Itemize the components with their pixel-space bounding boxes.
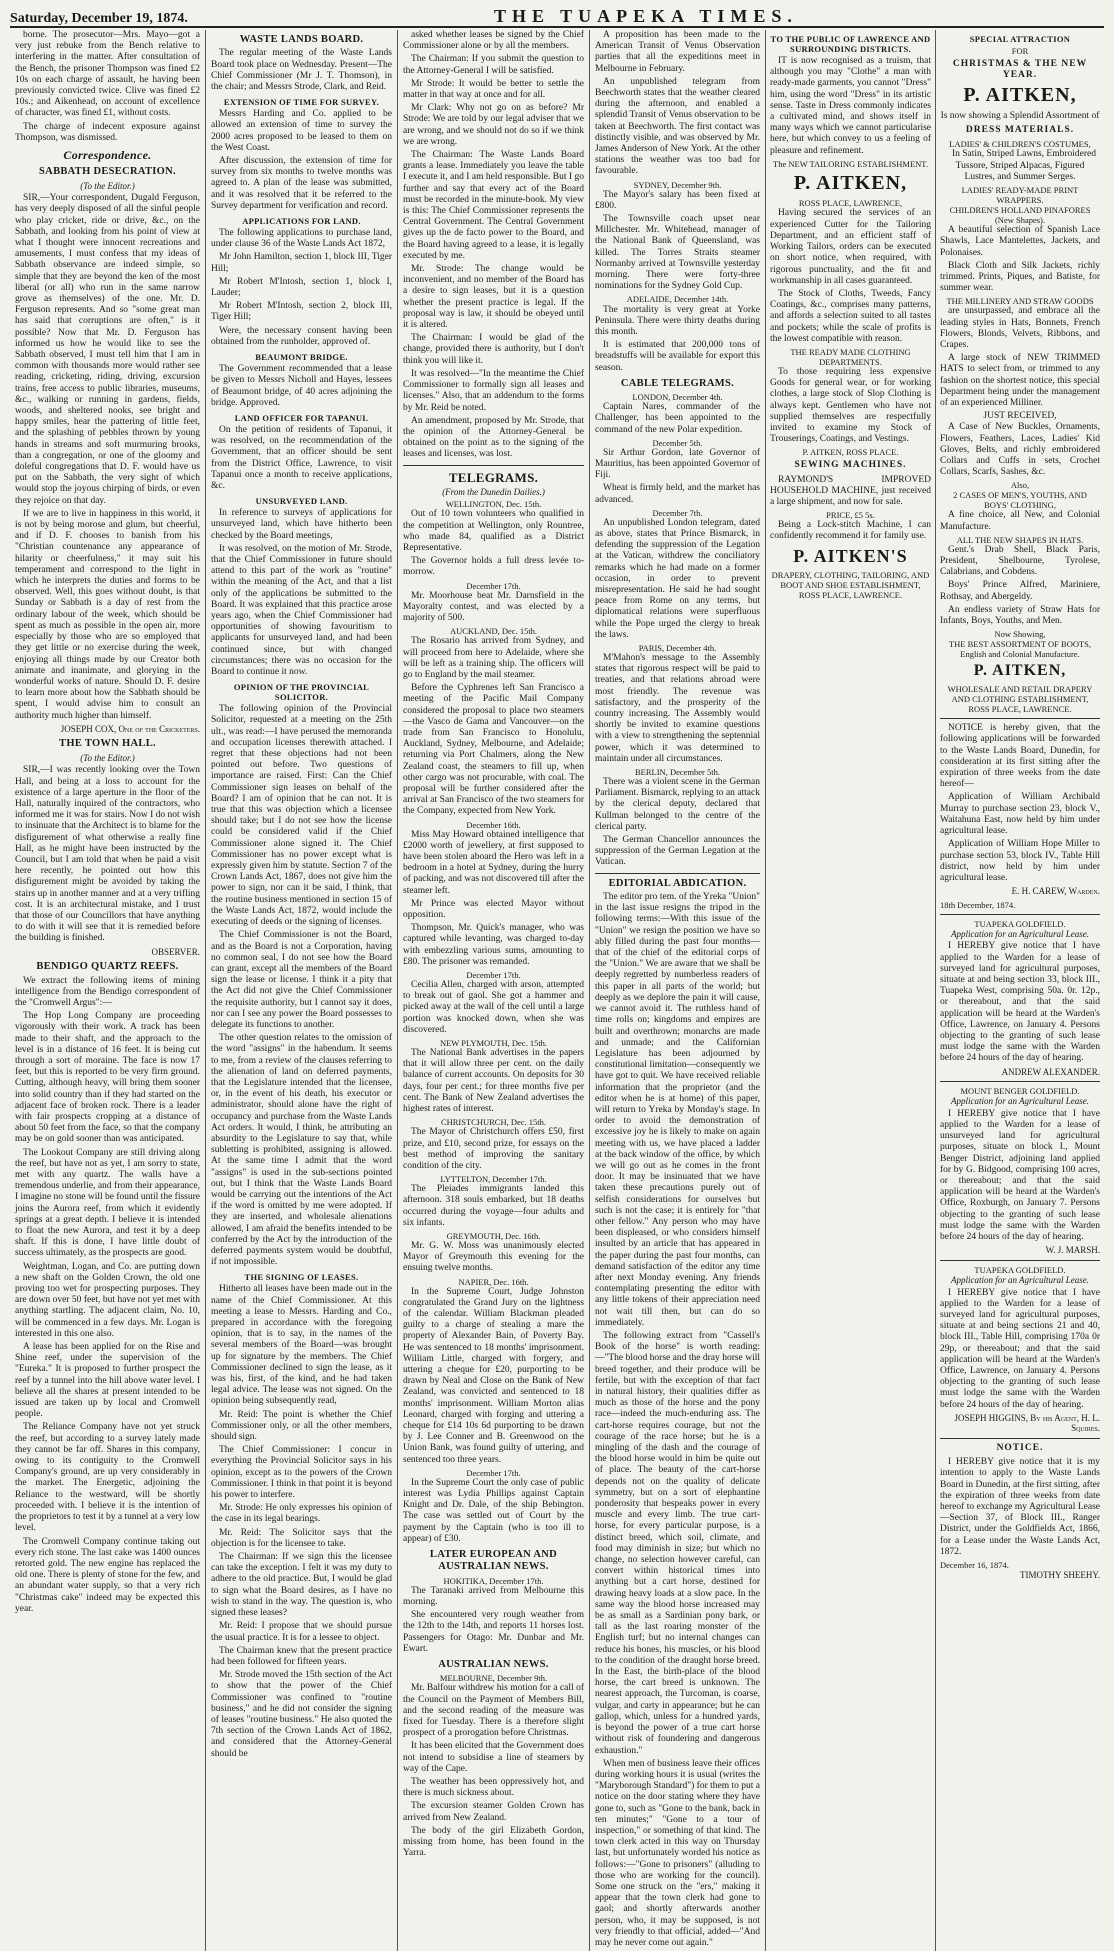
- article-subheading: (From the Dunedin Dailies.): [442, 486, 545, 497]
- article-text: It is estimated that 200,000 tons of breadstuffs will be available for export this season.: [595, 340, 760, 373]
- dateline: ADELAIDE, December 14th.: [626, 294, 729, 305]
- article-text: SIR,—I was recently looking over the Town Hall, and being at a loss to account for the existence of a large aperture in the floor of the Hall, naturally inquired of the contractors, who informed me it was for stairs. Now I do not wish to insinuate that the Architect is to blame for the disfigurement of what otherwise a really fine Hall, as he might have been instructed by the Council, but I am told that when he paid a visit here recently, he pointed out how this disfigurement might be avoided by taking the stairs up in another manner and at a very trifling cost. It is an architectural mistake, and I trust that those of our Councillors that have anything to do with it will see that it is remedied before the building is finished.: [15, 765, 200, 944]
- article-text: Mr Strode: It would be better to settle the matter in that way at once and for all.: [403, 78, 584, 101]
- article-text: The Chairman: If we sign this the licensee can take the exception. I felt it was my duty to adhere to the old practice. But, I would be glad to sign what the Board desires, as I have no wish to stand in the way. The question is, who signed these leases?: [211, 1552, 392, 1619]
- ad-text: Black Cloth and Silk Jackets, richly trimmed. Prints, Piques, and Batiste, for summer wear.: [940, 260, 1100, 294]
- notice-heading: MOUNT BENGER GOLDFIELD.: [960, 1086, 1080, 1097]
- article-text: The following extract from "Cassell's Book of the horse" is worth reading:—"The blood horse and the dray horse will breed together, and their produce will be fertile, but with the exception of that fact in natural history, their qualities differ as much as those of the horse and the pony race—indeed the much-enduring ass. The cart-horse requires courage, but not the courage of the race horse; but he is a mingling of the dash and the courage of the blood horse would in him be quite out of place. The beauty of the cart-horse depends not on the quality of delicate symmetry, but on a sort of elephantine ponderosity that bespeaks power in every muscle and every limb. The true cart-horse, for every particular purpose, is a distinct breed, which soil, climate, and food may diminish in size; but which no change, no selection however careful, can convert within historical times into anything but a cart horse, destined for drawing heavy loads at a slow pace. In the same way the blood horse increased may be as small as a Sardinian pony bark, or tall as the last roaring monster of the English turf; but no internal changes can reduce his bones, his muscles, or his blood to the condition of the draught horse breed. In the East, the birth-place of the blood horse, the cart breed is unknown. The nearest approach, the Turcoman, is coarse, vulgar, and carty in appearance; but he can gallop, which, unless for a hundred yards, is beyond the power of a true cart horse without risk of foundering and dangerous exhaustion.": [595, 1330, 760, 1756]
- article-text: The German Chancellor announces the suppression of the German Legation at the Vatican.: [595, 835, 760, 868]
- article-heading: TELEGRAMS.: [448, 469, 539, 485]
- ad-text: Being a Lock-stitch Machine, I can confidently recommend it for family use.: [770, 520, 931, 542]
- article-text: The other question relates to the omission of the word "assigns" in the habendum. It seems to me, from a review of the clauses referring to the alienation of land on deferred payments, that the Legislature intended that the licensee, or, in the event of his death, his executor or administrator, should alone have the right of occupancy and purchase from the Waste Lands Act orders. It would, I think, be attributing an absurdity to the Legislature to say that, while subletting is prohibited, assigning is allowed. At the same time I admit that the word "assigns" is used in the sub-sections pointed out, but I think that the Waste Lands Board would be carrying out the intentions of the Act if the word is omitted by me were adopted. If they are inserted, and wholesale alienations allowed, I am afraid the benefits intended to be conferred by the Act by the introduction of the deferred payments system would be doubtful, if not impossible.: [211, 1033, 392, 1268]
- ad-heading: WHOLESALE AND RETAIL DRAPERY AND CLOTHING ESTABLISHMENT,: [947, 684, 1093, 705]
- ad-heading: SPECIAL ATTRACTION: [969, 34, 1071, 44]
- dateline: December 16th.: [466, 819, 521, 830]
- ad-text: Boys' Prince Alfred, Mariniere, Rothsay, and Abergeldy.: [940, 580, 1100, 602]
- notice-signature: W. J. MARSH.: [1045, 1245, 1100, 1256]
- ad-heading: The NEW TAILORING ESTABLISHMENT.: [773, 158, 928, 169]
- article-text: Mr. Reid: The Solicitor says that the objection is for the licensee to take.: [211, 1527, 392, 1549]
- article-text: An unpublished London telegram, dated as above, states that Prince Bismarck, in defending the suppression of the Legation at the Vatican, withdrew the conciliatory remarks which he had made on a former occasion, in order to prevent misrepresentation. He said he had sought peace from Rome on any terms, but diplomatical relations were superfluous while the Pope urged the clergy to break the laws.: [595, 517, 760, 640]
- dateline: BERLIN, December 5th.: [635, 767, 720, 778]
- dateline: LYTTELTON, December 17th.: [440, 1174, 547, 1185]
- article-text: SIR,—Your correspondent, Dugald Ferguson, has very deeply disposed of all the sinful people who play cricket, ride or drive, &c., on the Sabbath, and looking from his point of view at what I thought were innocent recreations and amusements, I must confess that my ideas of Sabbath observance are indeed simple, so simple that they are beyond the ken of the most liberal (or all) who run in the same narrow grove as themselves) of the one. Mr. D. Ferguson represents. And so "some great man has said that corruptions are often," is it possible? Now that Mr. D. Ferguson has informed us how he would like to see the Sabbath observed, I must tell him that I am in common with thousands more would rather see reading, cricketing, riding, driving, excursion trains, free access to public libraries, museums, &c., walking or running in gardens, fields, woods, and sheltered nooks, see bright and happy smiles, hear the pattering of little feet, and the splashing of pebbles thrown by young hands in streams and soft murmuring brooks, than a congregation, or one of the gloomy and doleful congregations that D. F. would have us put on the Sabbath, the very sight of which would stop the joyous chirping of birds, or even they rejoice on that day.: [15, 193, 200, 506]
- ad-text: A beautiful selection of Spanish Lace Shawls, Lace Mantelettes, Jackets, and Polonaises.: [940, 225, 1100, 258]
- ad-heading: THE BEST ASSORTMENT OF BOOTS,: [948, 639, 1092, 650]
- article-text: Mr John Hamilton, section 1, block III, Tiger Hill;: [211, 252, 392, 274]
- divider: [403, 465, 584, 466]
- ad-text: RAYMOND'S IMPROVED HOUSEHOLD MACHINE, just received a large shipment, and now for sale.: [770, 474, 931, 507]
- notice-heading: TUAPEKA GOLDFIELD.: [974, 918, 1066, 929]
- article-text: Out of 10 town volunteers who qualified in the competition at Wellington, only Rountree, who made 84, qualified as a District Representative.: [403, 509, 584, 554]
- signature: JOSEPH COX, One of the Cricketers.: [60, 723, 200, 734]
- article-text: Mr. Reid: The point is whether the Chief Commissioner only, or all the other members, should sign.: [211, 1409, 392, 1443]
- article-text: The editor pro tem. of the Yreka "Union" in the last issue resigns the tripod in the following terms:—With this issue of the "Union" we resign the position we have so ably filled during the past four months—that of the chief of the editorial corps of the "Union." We are aware that we shall be deeply regretted by numberless readers of this paper in all parts of the world; but deeply as we deplore the pain it will cause, we cannot avoid it. The ruthless hand of time rolls on; kingdoms and empires are built and overthrown; monarchs are made and unmade; and the Californian Legislature has been adjourned by constitutional limitation—consequently we have got to quit. We have received reliable information that the proprietor (and the editor when he is at home) of this paper, will return to Yreka by Monday's stage. In order to avoid the demonstration of excessive joy he is likely to make on again meeting with us, we have placed a ladder at the back window of the office, by which we will go out as he comes in the front door. It may be insinuated that we have taken these precautions purely out of selfish considerations for ourselves but such is not the case; it is entirely for "that other fellow." Any person who may have been displeased, or who considers himself insulted by an article that has appeared in the paper during the past four months, can demand satisfaction of the editor any time after next Monday evening. Any friends contemplating presenting the editor with any little tokens of their appreciation need not wait till then, but can do so immediately.: [595, 892, 760, 1328]
- notice-text: I HEREBY give notice that I have applied to the Warden for a lease of surveyed land for agricultural purposes, situate at and being sections 21 and 40, block III., Table Hill, comprising 170a 0r 29p, or thereabout; and that the said application will be heard at the Warden's Office, Lawrence, on January 4. Persons objecting to the granting of such lease must lodge the same with the Warden before 24 hours of the day of hearing.: [940, 1287, 1100, 1410]
- notice-text: I HEREBY give notice that it is my intention to apply to the Waste Lands Board in Dunedin, at the first sitting, after the expiration of three weeks from date hereof to exchange my Agricultural Lease—Section 37, of Block III., Ranger District, under the Goldfields Act, 1866, for a Lease under the Waste Lands Act, 1872.: [940, 1457, 1100, 1557]
- ad-text: are unsurpassed, and embrace all the leading styles in Hats, Bonnets, French Flowers, Blonds, Velvets, Ribbons, and Crapes.: [940, 306, 1100, 350]
- article-text: The Lookout Company are still driving along the reef, but have not as yet, I am sorry to state, met with any quartz. The walls have a tremendous underlie, and from their appearance, I imagine no stone will be found until the fissure joins the Aurora reef, from which it evidently springs at a great depth. I believe it is intended to float the new Aurora, and test it by a deep shaft. If this is done, I have little doubt of success ultimately, as the prospects are good.: [15, 1147, 200, 1259]
- dateline: WELLINGTON, Dec. 15th.: [445, 499, 542, 510]
- notice-date: December 16, 1874.: [940, 1559, 1009, 1570]
- ad-signature: P. AITKEN, ROSS PLACE.: [802, 447, 899, 458]
- ad-text: The Stock of Cloths, Tweeds, Fancy Coatings, &c., comprises many patterns, and affords a selection suited to all tastes and pockets; while the scale of profits is the lowest compatible with reason.: [770, 288, 931, 344]
- article-text: Thompson, Mr. Quick's manager, who was captured while levanting, was charged to-day with embezzling various sums, amounting to £80. The prisoner was remanded.: [403, 923, 584, 967]
- ad-heading: THE READY MADE CLOTHING DEPARTMENTS.: [790, 346, 911, 367]
- article-text: It has been elicited that the Government does not intend to subsidise a line of steamers by way of the Cape.: [403, 1741, 584, 1774]
- ad-address: ROSS PLACE, LAWRENCE,: [798, 198, 903, 209]
- article-text: The Chief Commissioner: I concur in everything the Provincial Solicitor says in his opinion, except as to the powers of the Crown Commissioner. I think in that point it is beyond his power to interfere.: [211, 1445, 392, 1501]
- divider: [940, 1438, 1100, 1439]
- section-heading: Correspondence.: [63, 148, 152, 163]
- article-text: A lease has been applied for on the Rise and Shine reef, under the supervision of the "Eureka." It is proposed to further prospect the reef by a tunnel into the hill above water level. I believe all the shares at present intended to be issued are taken up by local and Cromwell people.: [15, 1342, 200, 1420]
- article-heading: SABBATH DESECRATION.: [39, 166, 176, 178]
- divider: [940, 1260, 1100, 1261]
- column-4: [590, 30, 766, 1951]
- notice-heading: TUAPEKA GOLDFIELD.: [974, 1264, 1066, 1275]
- ad-heading: ALL THE NEW SHAPES IN HATS.: [956, 534, 1084, 545]
- article-heading: LATER EUROPEAN AND AUSTRALIAN NEWS.: [429, 1549, 558, 1573]
- notice-text: Application of William Hope Miller to purchase section 53, block IV., Table Hill district, now held by him under agricultural lease.: [940, 839, 1100, 883]
- column-6: [936, 30, 1104, 1951]
- notice-signature: E. H. CAREW, Warden.: [1011, 886, 1100, 897]
- article-text: The Governor holds a full dress levée to-morrow.: [403, 556, 584, 578]
- article-text: Captain Nares, commander of the Challenger, has been appointed to the command of the new Polar expedition.: [595, 402, 760, 435]
- ad-text: Now Showing,: [994, 629, 1046, 640]
- ad-text: To those requiring less expensive Goods for general wear, or for working clothes, a large stock of Slop Clothing is always kept. Gentlemen who have not supplied themselves are respectfully invited to examine my Stock of Trouserings, Coatings, and Vestings.: [770, 366, 931, 445]
- article-text: The weather has been oppressively hot, and there is much sickness about.: [403, 1777, 584, 1799]
- article-text: The following applications to purchase land, under clause 36 of the Waste Lands Act 1872,: [211, 228, 392, 250]
- article-subheading: OPINION OF THE PROVINCIAL SOLICITOR.: [233, 682, 370, 703]
- notice-signature: JOSEPH HIGGINS, By his Agent, H. L. Squires.: [954, 1412, 1100, 1434]
- article-text: Mr Prince was elected Mayor without opposition.: [403, 898, 584, 921]
- article-subheading: (To the Editor.): [80, 752, 135, 763]
- article-text: Mr Robert M'Intosh, section 2, block III, Tiger Hill;: [211, 301, 392, 323]
- article-text: The following opinion of the Provincial Solicitor, requested at a meeting on the 25th ult., was read:—I have perused the memoranda and occupation licenses therewith attached. I regret that these objections had not been pointed out before. Two questions of importance are raised. First: Can the Chief Commissioner sign leases on behalf of the Board? I am of opinion that he can not. It is true that this was objection which a licensee should take; but I do not see how the license could be considered valid if the Chief Commissioner alone signed it. The Chief Commissioner has no power except what is expressly given him by statute. Section 7 of the Crown Lands Act, 1867, does not give him the power to sign, nor can it be said, I think, that the routine business mentioned in section 15 of the Waste Lands Act, 1872, would include the executing of deeds or the signing of licenses.: [211, 704, 392, 928]
- article-text: Mr. Strode: He only expresses his opinion of the case in its legal bearings.: [211, 1503, 392, 1525]
- dateline: December 17th.: [466, 1467, 521, 1478]
- article-subheading: LAND OFFICER FOR TAPANUI.: [234, 412, 369, 423]
- ad-text: An endless variety of Straw Hats for Infants, Boys, Youths, and Men.: [940, 604, 1100, 627]
- column-2: [206, 30, 398, 1951]
- ad-text: In Satin, Striped Lawns, Embroidered Tussore, Striped Alpacas, Figured Lustres, and Summer Serges.: [951, 149, 1097, 182]
- ad-text: A fine choice, all New, and Colonial Manufacture.: [940, 510, 1100, 532]
- article-text: The Government recommended that a lease be given to Messrs Nicholl and Hayes, lessees of Beaumont bridge, of 40 acres adjoining the bridge. Approved.: [211, 364, 392, 408]
- advertiser-name: P. AITKEN,: [793, 171, 908, 194]
- column-5: [766, 30, 936, 1951]
- dateline: MELBOURNE, December 9th.: [439, 1673, 548, 1684]
- ad-text: English and Colonial Manufacture.: [960, 649, 1080, 660]
- article-heading: AUSTRALIAN NEWS.: [438, 1659, 549, 1671]
- newspaper-title: THE TUAPEKA TIMES.: [493, 6, 798, 26]
- article-heading: BENDIGO QUARTZ REEFS.: [36, 961, 179, 973]
- dateline: SYDNEY, December 9th.: [633, 179, 722, 190]
- article-text: The Townsville coach upset near Millchester. Mr. Whitehead, manager of the National Bank of Queensland, was killed. The Torres Straits steamer Normanby arrived at Townsville yesterday morning. There were forty-three nominations for the Sydney Gold Cup.: [595, 214, 760, 292]
- signature: OBSERVER.: [151, 946, 200, 957]
- ad-text: Having secured the services of an experienced Cutter for the Tailoring Department, and an efficient staff of Working Tailors, orders can be executed on short notice, when required, with rigorous punctuality, and the fit and workmanship in all cases guaranteed.: [770, 208, 931, 286]
- advertiser-name: P. AITKEN,: [963, 84, 1077, 107]
- article-text: In the Supreme Court, Judge Johnston congratulated the Grand Jury on the lightness of the calendar. William Blackman pleaded guilty to a charge of stealing a mare the property of Alexander Bain, of Poverty Bay. He was sentenced to 18 months' imprisonment. William Little, charged with forgery, and uttering a cheque for £20, purporting to be drawn by Neal and Close on the Bank of New Zealand, was convicted and sentenced to 18 months' imprisonment. William Morton alias Leonard, charged with forging and uttering a cheque for £14 10s 6d purporting to be drawn by J. Lee Conner and B. Greenwood on the Union Bank, was found guilty of uttering, and sentenced too three years.: [403, 1286, 584, 1465]
- ad-heading: CHILDREN'S HOLLAND PINAFORES (New Shapes).: [949, 205, 1091, 226]
- masthead: [10, 6, 1104, 28]
- article-heading: CABLE TELEGRAMS.: [620, 377, 735, 389]
- ad-text: Gent.'s Drab Shell, Black Paris, President, Shelbourne, Tyrolese, Calabrians, and Cobdens.: [940, 544, 1100, 578]
- ad-text: IT is now recognised as a truism, that although you may "Clothe" a man with ready-made garments, you cannot "Dress" him, using the word "Dress" in its artistic sense. Taste in Dress commonly indicates a cultivated mind, and shows itself in many ways which we cannot particularise here, but which convey to us a feeling of pleasure and refinement.: [770, 56, 931, 156]
- article-text: If we are to live in happiness in this world, it is not by being morose and glum, but cheerful, and if D. F. chooses to banish from his "Christian countenance any appearance of hilarity or cheerfulness," it may suit his temperament and correspond to the light in which he interprets the duties and forms to be observed. Well, this goes without doubt, is that Sunday or Sabbath is a day of rest from the ordinary labour of the week, which should be spent as much as possible in the open air, more especially by those who are so employed that they get little or no exercise during the week, enjoying all things made by our Creator both animate and inanimate, and glorying in the wonderful works of nature. Should D. F. desire to learn more about how the Sabbath should be spent, I would advise him to consult an authority much higher than himself.: [15, 508, 200, 721]
- article-text: The Pleiades immigrants landed this afternoon. 318 souls embarked, but 18 deaths occurred during the voyage—four adults and six infants.: [403, 1184, 584, 1228]
- article-text: borne. The prosecutor—Mrs. Mayo—got a very just rebuke from the Bench relative to interfering in the matter. After consultation of the Bench, the prisoner Thompson was fined £2 10s on each charge of assault, he having been previously convicted twice. Clive was fined £2 10s.; and Aikenhead, on account of excellence of character, was fined £1, without costs.: [15, 30, 200, 119]
- article-text: We extract the following items of mining intelligence from the Bendigo correspondent of the "Cromwell Argus":—: [15, 975, 200, 1008]
- ad-text: Is now showing a Splendid Assortment of: [940, 111, 1100, 122]
- notice-subheading: Application for an Agricultural Lease.: [950, 1274, 1090, 1285]
- article-text: The Reliance Company have not yet struck the reef, but according to a survey lately made they cannot be far off. Shares in this company, owing to its contiguity to the Cromwell Company's ground, are up very considerably in the market. The Energetic, adjoining the Reliance to the westward, will be shortly proceeded with. I believe it is the intention of the proprietors to test it by a tunnel at a very low level.: [15, 1422, 200, 1534]
- ad-heading: DRAPERY, CLOTHING, TAILORING, AND BOOT AND SHOE ESTABLISHMENT,: [771, 569, 930, 590]
- article-text: The Chairman: If you submit the question to the Attorney-General I will be satisfied.: [403, 54, 584, 76]
- notice-text: NOTICE is hereby given, that the following applications will be forwarded to the Waste Lands Board, Dunedin, for consideration at its first sitting after the expiration of three weeks from the date hereof—: [940, 723, 1100, 790]
- article-subheading: (To the Editor.): [80, 180, 135, 191]
- notice-signature: ANDREW ALEXANDER.: [1001, 1066, 1100, 1077]
- article-text: Weightman, Logan, and Co. are putting down a new shaft on the Golden Crown, the old one proving too wet for prospecting purposes. They are down over 50 feet, but have not yet met with anything startling. The adjacent claim, No. 10, will be commenced in a few days. Mr. Logan is interested in this one also.: [15, 1261, 200, 1339]
- ad-heading: THE MILLINERY AND STRAW GOODS: [946, 296, 1094, 307]
- ad-heading: SEWING MACHINES.: [794, 460, 907, 471]
- article-subheading: EXTENSION OF TIME FOR SURVEY.: [223, 97, 380, 108]
- ad-heading: CHRISTMAS & THE NEW YEAR.: [952, 59, 1088, 81]
- ad-heading: 2 CASES OF MEN'S, YOUTHS, AND BOYS' CLOTHING,: [953, 490, 1087, 511]
- article-text: The excursion steamer Golden Crown has arrived from New Zealand.: [403, 1801, 584, 1823]
- article-text: Mr. Reid: I propose that we should pursue the usual practice. It is for a lessee to object.: [211, 1621, 392, 1643]
- article-text: The Chairman: I would be glad of the change, provided there is authority, but I don't think you will like it.: [403, 333, 584, 366]
- dateline: NEW PLYMOUTH, Dec. 15th.: [439, 1038, 548, 1049]
- article-text: The Mayor of Christchurch offers £50, first prize, and £10, second prize, for essays on the best method of improving the sanitary condition of the city.: [403, 1127, 584, 1171]
- column-1: [10, 30, 206, 1951]
- divider: [940, 1081, 1100, 1082]
- ad-text: Also,: [1010, 480, 1030, 491]
- article-text: In reference to surveys of applications for unsurveyed land, which have hitherto been checked by the Board meetings,: [211, 508, 392, 541]
- article-text: The Mayor's salary has been fixed at £800.: [595, 189, 760, 211]
- article-text: The Rosario has arrived from Sydney, and will proceed from here to Adelaide, where she will be left as a training ship. The officers will go to England by the mail steamer.: [403, 636, 584, 680]
- ad-heading: FOR: [1011, 46, 1029, 57]
- article-text: After discussion, the extension of time for survey from six months to twelve months was agreed to. A plan of the lease was submitted, and it was resolved that it be referred to the Survey department for verification and record.: [211, 156, 392, 211]
- dateline: AUCKLAND, Dec. 15th.: [449, 626, 538, 637]
- article-text: The Chairman: The Waste Lands Board grants a lease. Immediately you leave the table I execute it, and I am held responsible. But I go further and say that every act of the Board must be recorded in the minute-book. My view is this: The Chief Commissioner represents the Central Government. The Central Government gives up the de facto power to the Board, and the Board having agreed to a lease, it is legally executed by me.: [403, 150, 584, 261]
- ad-text: A Case of New Buckles, Ornaments, Flowers, Feathers, Laces, Ladies' Kid Gloves, Belts, and richly embroidered Collars and Cuffs in sets, Crochet Collars, Scarfs, Sashes, &c.: [940, 422, 1100, 478]
- notice-heading: NOTICE.: [996, 1442, 1044, 1453]
- dateline: HOKITIKA, December 17th.: [443, 1575, 544, 1586]
- notice-subheading: Application for an Agricultural Lease.: [950, 1096, 1090, 1107]
- ad-text: A large stock of NEW TRIMMED HATS to select from, or trimmed to any fashion on the shortest notice, this special Department being under the management of an experienced Milliner.: [940, 353, 1100, 408]
- notice-date: 18th December, 1874.: [940, 899, 1016, 910]
- ad-heading: JUST RECEIVED,: [983, 411, 1057, 422]
- dateline: CHRISTCHURCH, Dec. 15th.: [440, 1117, 547, 1128]
- notice-signature: TIMOTHY SHEEHY.: [1020, 1570, 1100, 1580]
- ad-price: PRICE, £5 5s.: [826, 510, 875, 521]
- article-subheading: APPLICATIONS FOR LAND.: [242, 216, 361, 227]
- article-text: An unpublished telegram from Beechworth states that the weather cleared during the afternoon, and enabled a splendid Transit of Venus observation to be taken at Beechworth. The first contact was distinctly visible, and was observed by Mr. James Anderson of New York. At the other stations the weather was too bad for favourable.: [595, 76, 760, 177]
- article-text: The Chairman knew that the present practice had been followed for fifteen years.: [211, 1645, 392, 1667]
- article-text: M'Mahon's message to the Assembly states that rigorous respect will be paid to treaties, and that relations abroad were most friendly. The revenue was satisfactory, and the prosperity of the country increasing. The Assembly would shortly be invited to examine questions with a view to strengthening the septennial power, which it was determined to maintain under all circumstances.: [595, 653, 760, 764]
- dateline: December 7th.: [652, 507, 703, 518]
- notice-text: Application of William Archibald Murray to purchase section 23, block V., Waitahuna East, now held by him under agricultural lease.: [940, 792, 1100, 837]
- article-text: The mortality is very great at Yorke Peninsula. There were thirty deaths during this month.: [595, 304, 760, 337]
- article-text: On the petition of residents of Tapanui, it was resolved, on the recommendation of the Government, that an officer should be sent from the District Office, Lawrence, to visit Tapanui once a month to receive applications, &c.: [211, 424, 392, 491]
- article-text: It was resolved, on the motion of Mr. Strode, that the Chief Commissioner in future should attend to this part of the work as "routine" within the meaning of the Act, and that a list only of the applications be submitted to the Board. It was explained that this practice arose years ago, when the Chief Commissioner had opportunities of showing favouritism to applicants for unsurveyed land, and had been continued since, but with changed circumstances; there was no occasion for the Board to continue it now.: [211, 543, 392, 677]
- article-text: The Hop Long Company are proceeding vigorously with their work. A track has been made to their shaft, and the approach to the level is in a distance of 16 feet. It is being cut through a sort of moraine. The face is now 17 feet, but this is reported to be very firm ground. Cutting, although heavy, will bring them sooner into solid country than if they had started on the adjacent face of broken rock. There is a leader with fair prospects cropping at a distance of about 50 feet from the face, so that the company may be on gold sooner than was anticipated.: [15, 1011, 200, 1145]
- article-text: asked whether leases be signed by the Chief Commissioner alone or by all the members.: [403, 30, 584, 52]
- article-text: Before the Cyphrenes left San Francisco a meeting of the Pacific Mail Company considered the proposal to place two steamers—the Vasco de Gama and Vancouver—on the trade from San Francisco to Honolulu, Auckland, Sydney, Melbourne, and Adelaide; returning via Port Chalmers, along the New Zealand coast, the steamers to fill up, when other cargo was not procurable, with coal. The proposal will be further considered after the arrival at San Francisco of the two steamers for the Company, expected from New York.: [403, 683, 584, 817]
- article-text: A proposition has been made to the American Transit of Venus Observation parties that all the expeditions meet in Melbourne in February.: [595, 30, 760, 74]
- dateline: NAPIER, Dec. 16th.: [458, 1276, 529, 1287]
- dateline: December 17th.: [466, 970, 521, 981]
- ad-heading: TO THE PUBLIC OF LAWRENCE AND SURROUNDING DISTRICTS.: [770, 34, 931, 55]
- article-text: Mr. G. W. Moss was unanimously elected Mayor of Greymouth this evening for the ensuing twelve months.: [403, 1240, 584, 1274]
- article-text: Sir Arthur Gordon, late Governor of Mauritius, has been appointed Governor of Fiji.: [595, 447, 760, 481]
- dateline: GREYMOUTH, Dec. 16th.: [446, 1230, 541, 1241]
- ad-address: ROSS PLACE, LAWRENCE.: [798, 589, 903, 600]
- article-text: The Chief Commissioner is not the Board, and as the Board is not a Corporation, having no common seal, I do not see how the Board can grant, except all the members of the Board sign the lease or license. I think it a pity that the Act did not give the Chief Commissioner the requisite authority, but I cannot say it does, nor can I see any power the Board possesses to delegate its functions to another.: [211, 930, 392, 1030]
- article-subheading: BEAUMONT BRIDGE.: [255, 352, 348, 363]
- article-text: It was resolved—"In the meantime the Chief Commissioner to formally sign all leases and licenses." Also, that an addendum to the forms by Mr. Reid be noted.: [403, 368, 584, 413]
- ad-address: ROSS PLACE, LAWRENCE.: [968, 704, 1072, 715]
- article-subheading: THE SIGNING OF LEASES.: [244, 1272, 359, 1283]
- dateline: PARIS, December 4th.: [638, 643, 717, 653]
- ad-heading: DRESS MATERIALS.: [965, 125, 1075, 136]
- divider: [940, 718, 1100, 719]
- article-text: In the Supreme Court the only case of public interest was Lydia Phillips against Captain Knight and Dr. Dale, of the ship Bebington. The case was settled out of Court by the payment by the Captain (who is too ill to appear) of £30.: [403, 1477, 584, 1544]
- divider: [595, 873, 760, 874]
- article-text: The Taranaki arrived from Melbourne this morning.: [403, 1585, 584, 1608]
- article-text: Mr. Strode moved the 15th section of the Act to show that the power of the Chief Commissioner was confined to "routine business," and he did not consider the signing of leases "routine business." He also quoted the 7th section of the Crown Lands Act of 1862, and considered that the Attorney-General should be: [211, 1670, 392, 1759]
- ad-heading: LADIES' & CHILDREN'S COSTUMES,: [949, 139, 1091, 150]
- article-subheading: UNSURVEYED LAND.: [255, 496, 348, 507]
- article-text: Mr. Moorhouse beat Mr. Darnsfield in the Mayoralty contest, and was elected by a majority of 500.: [403, 590, 584, 624]
- article-text: Mr Clark: Why not go on as before? Mr Strode: We are told by our legal adviser that we are wrong, and we should not do so if we think we are wrong.: [403, 103, 584, 147]
- article-text: Miss May Howard obtained intelligence that £2000 worth of jewellery, at first supposed to have been stolen aboard the Hero was left in a bedroom in a hotel at Sydney, during the hurry of packing, and was not discovered till after the steamer left.: [403, 829, 584, 896]
- divider: [940, 914, 1100, 915]
- article-text: The regular meeting of the Waste Lands Board took place on Wednesday. Present—The Chief Commissioner (Mr J. T. Thomson), in the chair; and Messrs Strode, Clark, and Reid.: [211, 48, 392, 92]
- article-text: Hitherto all leases have been made out in the name of the Chief Commissioner. At this meeting a lease to Messrs. Harding and Co., prepared in accordance with the foregoing opinion, that is to say, in the names of the several members of the Board—was brought up for signature by the members. The Chief Commissioner declined to sign the lease, as it was his, first, of the kind, and he had taken legal advice. The lease was not signed. On the opinion being subsequently read,: [211, 1284, 392, 1407]
- notice-text: I HEREBY give notice that I have applied to the Warden for a lease of surveyed land for agricultural purposes, situate at and being section 33, block III., Tuapeka West, comprising 50a. 0r. 12p., or thereabout, and that the said application will be heard at the Warden's Office, Lawrence, on January 4. Persons objecting to the granting of such lease must lodge the same with the Warden before 24 hours of the day of hearing.: [940, 941, 1100, 1064]
- article-text: She encountered very rough weather from the 12th to the 14th, and reports 11 horses lost. Passengers for Otago: Mr. Dunbar and Mr. Ewart.: [403, 1610, 584, 1654]
- article-text: Cecilia Allen, charged with arson, attempted to break out of gaol. She got a hammer and picked away at the wall of the cell until a large portion was knocked down, when she was discovered.: [403, 980, 584, 1035]
- article-text: The charge of indecent exposure against Thompson, was dismissed.: [15, 121, 200, 143]
- notice-text: I HEREBY give notice that I have applied to the Warden for a lease of unsurveyed land for agricultural purposes, situate on block I., Mount Benger District, adjoining land applied for by G. Bidgood, comprising 100 acres, or thereabout; and that the said application will be heard at the Warden's Office, Roxburgh, on January 7. Persons objecting to the granting of such lease must lodge the same with the Warden before 24 hours of the day of hearing.: [940, 1108, 1100, 1243]
- article-text: The Cromwell Company continue taking out every rich stone. The last cake was 1400 ounces retorted gold. The new engine has replaced the old one. There is plenty of stone for the few, and an abundant water supply, so that a very rich "Christmas cake" indeed may be expected this year.: [15, 1536, 200, 1614]
- dateline: LONDON, December 4th.: [632, 392, 723, 403]
- advertiser-name: P. AITKEN'S: [793, 545, 908, 566]
- article-text: The body of the girl Elizabeth Gordon, missing from home, has been found in the Yarra.: [403, 1825, 584, 1859]
- notice-subheading: Application for an Agricultural Lease.: [950, 928, 1090, 939]
- issue-date: Saturday, December 19, 1874.: [10, 11, 188, 26]
- article-heading: WASTE LANDS BOARD.: [239, 34, 364, 45]
- article-text: Mr. Strode: The change would be inconvenient, and no member of the Board has a desire to sign leases, but it is a question whether the present practice is legal. If the proposal way is law, it should be obeyed until it is altered.: [403, 264, 584, 331]
- article-text: There was a violent scene in the German Parliament. Bismarck, replying to an attack by the clerical deputy, declared that Kullman belonged to the centre of the clerical party.: [595, 777, 760, 832]
- article-text: Were, the necessary consent having been obtained from the runholder, approved of.: [211, 325, 392, 347]
- article-text: An amendment, proposed by Mr. Strode, that the opinion of the Attorney-General be obtained on the point as to the signing of the leases and licenses, was lost.: [403, 415, 584, 460]
- advertiser-name: P. AITKEN,: [973, 662, 1067, 680]
- article-text: The National Bank advertises in the papers that it will allow three per cent. on the daily balance of current accounts. On deposits for 30 days, four per cent.; for three months five per cent. The Bank of New Zealand advertises the highest rates of interest.: [403, 1048, 584, 1115]
- column-3: [398, 30, 590, 1951]
- article-text: Messrs Harding and Co. applied to be allowed an extension of time to survey the 2000 acres proposed to be leased to them on the West Coast.: [211, 109, 392, 153]
- article-text: Mr. Balfour withdrew his motion for a call of the Council on the Payment of Members Bill, and the second reading of the measure was fixed for Tuesday. There is a therefore slight prospect of a prorogation before Christmas.: [403, 1683, 584, 1739]
- ad-heading: LADIES' READY-MADE PRINT WRAPPERS.: [961, 185, 1079, 206]
- dateline: December 17th.: [466, 580, 521, 591]
- article-text: Mr Robert M'Intosh, section 1, block I, Lauder;: [211, 276, 392, 299]
- article-text: When men of business leave their offices during working hours it is usual (writes the "Maryborough Standard") for them to put a notice on the door stating where they have gone to, such as "Gone to the bank, back in ten minutes;" "Gone to a tour of inspection," or something of that kind. The town clerk acted in this way on Thursday last, but unfortunately worded his notice as follows:—"Gone to prisoners" (alluding to those who are working for the council). Some one struck on the "ers," making it appear that the town clerk had gone to gaol; and shortly afterwards another person, who, it may be supposed, is not very friendly to that official, added—"And may he never come out again.": [595, 1758, 760, 1948]
- article-heading: EDITORIAL ABDICATION.: [608, 877, 747, 889]
- dateline: December 5th.: [652, 437, 703, 448]
- article-text: Wheat is firmly held, and the market has advanced.: [595, 483, 760, 505]
- article-heading: THE TOWN HALL.: [59, 738, 156, 750]
